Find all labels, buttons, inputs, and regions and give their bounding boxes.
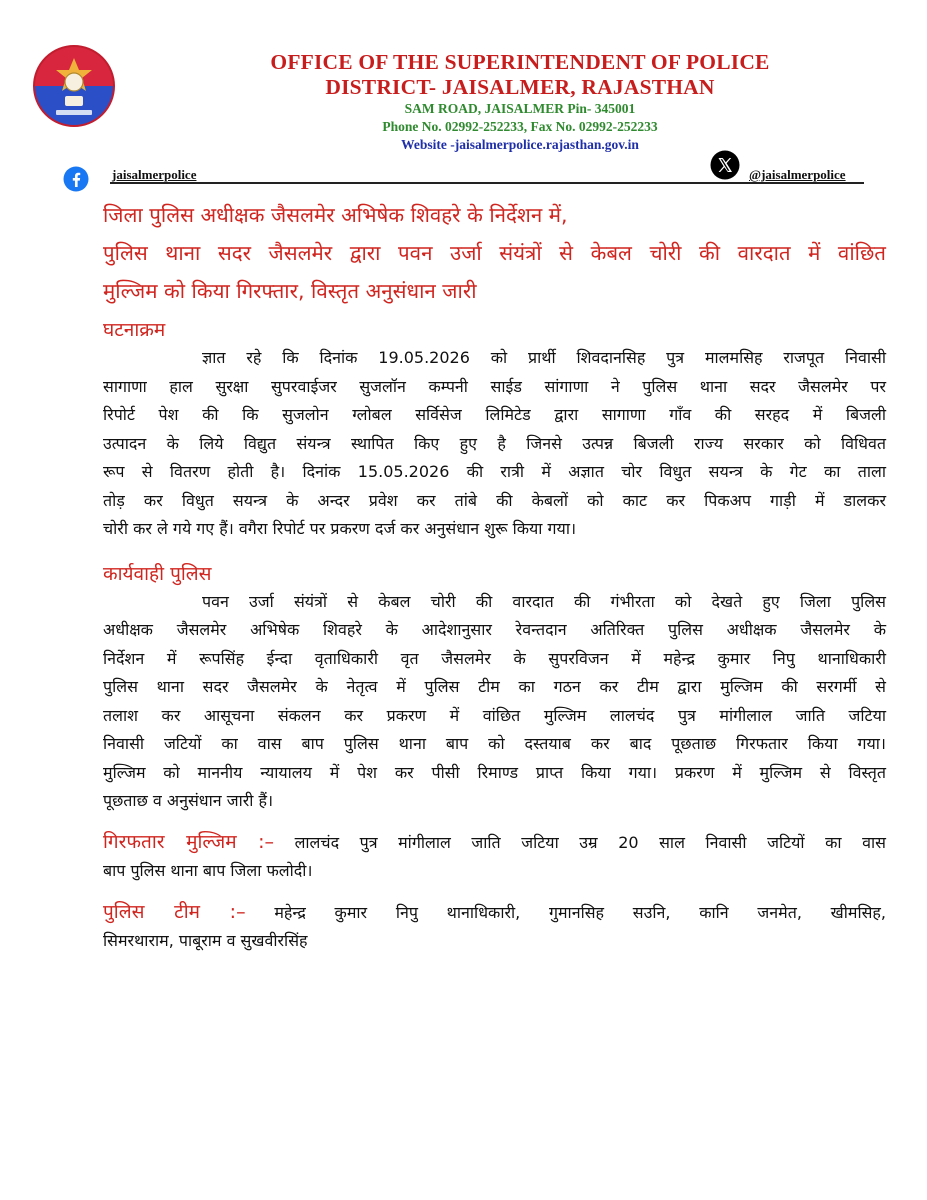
team-members: महेन्द्र कुमार निपु थानाधिकारी, गुमानसिह सउनि, कानि जनमेत, खीमसिह, [274,902,886,922]
arrested-label: गिरफतार मुल्जिम :– [103,830,274,853]
x-twitter-icon[interactable] [710,150,740,180]
police-emblem-logo [32,44,116,128]
press-release-body [103,196,886,956]
team-line-1 [103,898,886,928]
incident-line: रूप से वितरण होती है। दिनांक 15.05.2026 की रात्री में अज्ञात चोर विधुत सयन्त्र के गेट का ताला [103,462,886,481]
arrested-line-2: बाप पुलिस थाना बाप जिला फलोदी। [103,861,313,880]
incident-paragraph [103,344,886,544]
facebook-handle[interactable]: jaisalmerpolice [112,167,197,182]
action-line: पूछताछ व अनुसंधान जारी हैं। [103,791,274,810]
action-line: अधीक्षक जैसलमेर अभिषेक शिवहरे के आदेशानुसार रेवन्तदान अतिरिक्त पुलिस अधीक्षक जैसलमेर के [103,620,886,639]
incident-line: उत्पादन के लिये विद्युत संयन्त्र स्थापित किए हुए है जिनसे उत्पन्न बिजली राज्य सरकार को विधिवत [103,433,886,453]
action-line: निर्देशन में रूपसिंह ईन्दा वृताधिकारी वृत जैसलमेर के सुपरविजन में महेन्द्र कुमार निपु थानाधिकारी [103,648,886,668]
x-handle[interactable]: @jaisalmerpolice [749,167,846,182]
arrested-accused [103,828,886,886]
action-line: निवासी जटियों का वास बाप पुलिस थाना बाप को दस्तयाब कर बाद पूछताछ गिरफतार किया गया। [103,734,886,753]
district-title: DISTRICT- JAISALMER, RAJASTHAN [325,75,715,99]
website[interactable]: Website -jaisalmerpolice.rajasthan.gov.in [401,137,639,152]
incident-line: ज्ञात रहे कि दिनांक 19.05.2026 को प्रार्थी शिवदानसिह पुत्र मालमसिह राजपूत निवासी [202,348,886,367]
headline-line-1: जिला पुलिस अधीक्षक जैसलमेर अभिषेक शिवहरे के निर्देशन में, [103,203,568,227]
action-line: पवन उर्जा संयंत्रों से केबल चोरी की वारदात की गंभीरता को देखते हुए जिला पुलिस [202,591,886,611]
action-line: मुल्जिम को माननीय न्यायालय में पेश कर पीसी रिमाण्ड प्राप्त किया गया। प्रकरण में मुल्जिम से विस्तृत [103,762,886,782]
incident-line: सागाणा हाल सुरक्षा सुपरवाईजर सुजलॉन कम्पनी साईड सांगाणा ने पुलिस थाना सदर जैसलमेर पर [103,376,886,396]
rajasthan-police-emblem-icon [32,44,116,128]
action-line: तलाश कर आसूचना संकलन कर प्रकरण में वांछित मुल्जिम लालचंद पुत्र मांगीलाल जाति जटिया [103,705,886,725]
phone-fax: Phone No. 02992-252233, Fax No. 02992-252233 [382,119,658,134]
facebook-icon[interactable] [63,166,89,192]
incident-line: चोरी कर ले गये गए हैं। वगैरा रिपोर्ट पर प्रकरण दर्ज कर अनुसंधान शुरू किया गया। [103,519,577,538]
action-line: पुलिस थाना सदर जैसलमेर के नेतृत्व में पुलिस टीम का गठन कर टीम द्वारा मुल्जिम की सरगर्मी से [103,677,886,696]
arrested-line-1 [103,828,886,858]
police-team [103,898,886,956]
address: SAM ROAD, JAISALMER Pin- 345001 [404,101,636,116]
action-paragraph [103,588,886,816]
header-divider [110,182,864,184]
headline-line-2: पुलिस थाना सदर जैसलमेर द्वारा पवन उर्जा संयंत्रों से केबल चोरी की वारदात में वांछित [103,241,886,265]
office-title: OFFICE OF THE SUPERINTENDENT OF POLICE [270,50,770,74]
action-heading: कार्यवाही पुलिस [103,562,212,585]
incident-line: रिपोर्ट पेश की कि सुजलोन ग्लोबल सर्विसेज लिमिटेड द्वारा सागाणा गाँव की सरहद में बिजली [103,405,886,424]
team-line-2: सिमरथाराम, पाबूराम व सुखवीरसिंह [103,931,308,950]
incident-heading: घटनाक्रम [103,319,166,341]
arrested-details: लालचंद पुत्र मांगीलाल जाति जटिया उम्र 20 साल निवासी जटियों का वास [294,832,886,852]
headline-line-3: मुल्जिम को किया गिरफ्तार, विस्तृत अनुसंधान जारी [103,279,477,303]
team-label: पुलिस टीम :– [103,900,246,923]
incident-line: तोड़ कर विधुत सयन्त्र के अन्दर प्रवेश कर तांबे की केबलों को काट कर पिकअप गाड़ी में डालकर [103,490,886,510]
